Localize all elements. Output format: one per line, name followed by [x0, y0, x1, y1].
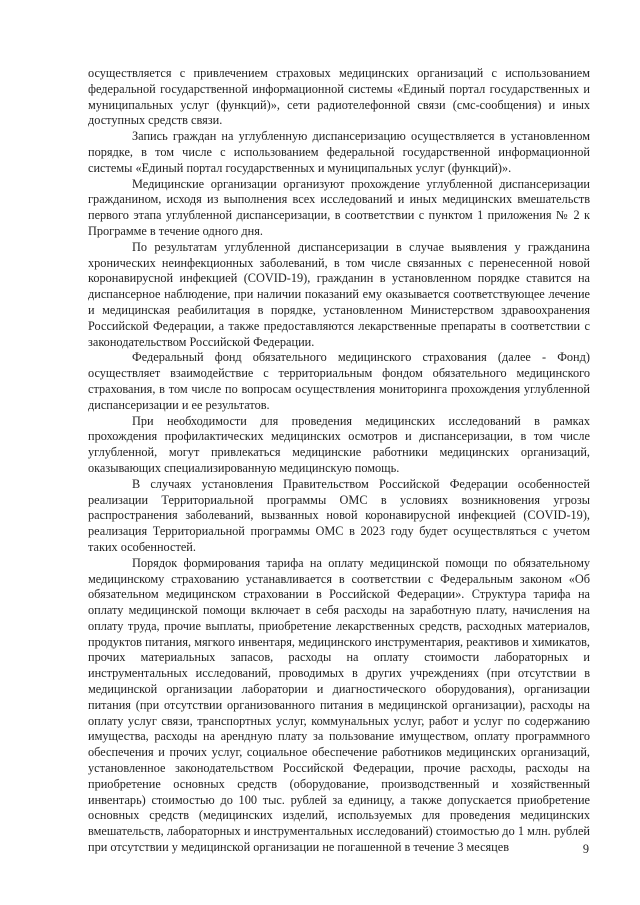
paragraph-specialists: При необходимости для проведения медицинских исследований в рамках прохождения профилактических медицинских осмотров и диспансеризации, в том числе углубленной, могут привлекаться медицинские работники медицинских организаций, оказывающих специализированную медицинскую помощь.: [88, 413, 590, 475]
paragraph-registration: Запись граждан на углубленную диспансеризацию осуществляется в установленном порядке, в том числе с использованием федеральной государственной информационной системы «Единый портал государственных и муниципальных услуг (функций)».: [88, 129, 590, 175]
paragraph-federal-fund: Федеральный фонд обязательного медицинского страхования (далее - Фонд) осуществляет взаимодействие с территориальным фондом обязательного медицинского страхования, в том числе по вопросам осуществления мониторинга прохождения углубленной диспансеризации и ее результатов.: [88, 350, 590, 412]
paragraph-results: По результатам углубленной диспансеризации в случае выявления у гражданина хронических неинфекционных заболеваний, в том числе связанных с перенесенной новой коронавирусной инфекцией (COVID-19), гражданин в установленном порядке ставится на диспансерное наблюдение, при наличии показаний ему оказывается соответствующее лечение и медицинская реабилитация в порядке, установленном Министерством здравоохранения Российской Федерации, а также предоставляются лекарственные препараты в соответствии с законодательством Российской Федерации.: [88, 239, 590, 349]
document-body: [88, 66, 590, 856]
paragraph-continuation: осуществляется с привлечением страховых медицинских организаций с использованием федеральной государственной информационной системы «Единый портал государственных и муниципальных услуг (функций)», сети радиотелефонной связи (смс-сообщения) и иных доступных средств связи.: [88, 66, 590, 128]
paragraph-organization: Медицинские организации организуют прохождение углубленной диспансеризации гражданином, исходя из выполнения всех исследований и иных медицинских вмешательств первого этапа углубленной диспансеризации, в соответствии с пунктом 1 приложения № 2 к Программе в течение одного дня.: [88, 176, 590, 238]
paragraph-covid-features: В случаях установления Правительством Российской Федерации особенностей реализации Территориальной программы ОМС в условиях возникновения угрозы распространения заболеваний, вызванных новой коронавирусной инфекцией (COVID-19), реализация Территориальной программы ОМС в 2023 году будет осуществляться с учетом таких особенностей.: [88, 476, 590, 554]
paragraph-tariff-structure: Порядок формирования тарифа на оплату медицинской помощи по обязательному медицинскому страхованию устанавливается в соответствии с Федеральным законом «Об обязательном медицинском страховании в Российской Федерации». Структура тарифа на оплату медицинской помощи включает в себя расходы на заработную плату, начисления на оплату труда, прочие выплаты, приобретение лекарственных средств, расходных материалов, продуктов питания, мягкого инвентаря, медицинского инструментария, реактивов и химикатов, прочих материальных запасов, расходы на оплату стоимости лабораторных и инструментальных исследований, проводимых в других учреждениях (при отсутствии в медицинской организации лаборатории и диагностического оборудования), организации питания (при отсутствии организованного питания в медицинской организации), расходы на оплату услуг связи, транспортных услуг, коммунальных услуг, работ и услуг по содержанию имущества, расходы на арендную плату за пользование имуществом, оплату программного обеспечения и прочих услуг, социальное обеспечение работников медицинских организаций, установленное законодательством Российской Федерации, прочие расходы, расходы на приобретение основных средств (оборудование, производственный и хозяйственный инвентарь) стоимостью до 100 тыс. рублей за единицу, а также допускается приобретение основных средств (медицинских изделий, используемых для проведения медицинских вмешательств, лабораторных и инструментальных исследований) стоимостью до 1 млн. рублей при отсутствии у медицинской организации не погашенной в течение 3 месяцев: [88, 555, 590, 855]
page-number: 9: [582, 842, 589, 856]
